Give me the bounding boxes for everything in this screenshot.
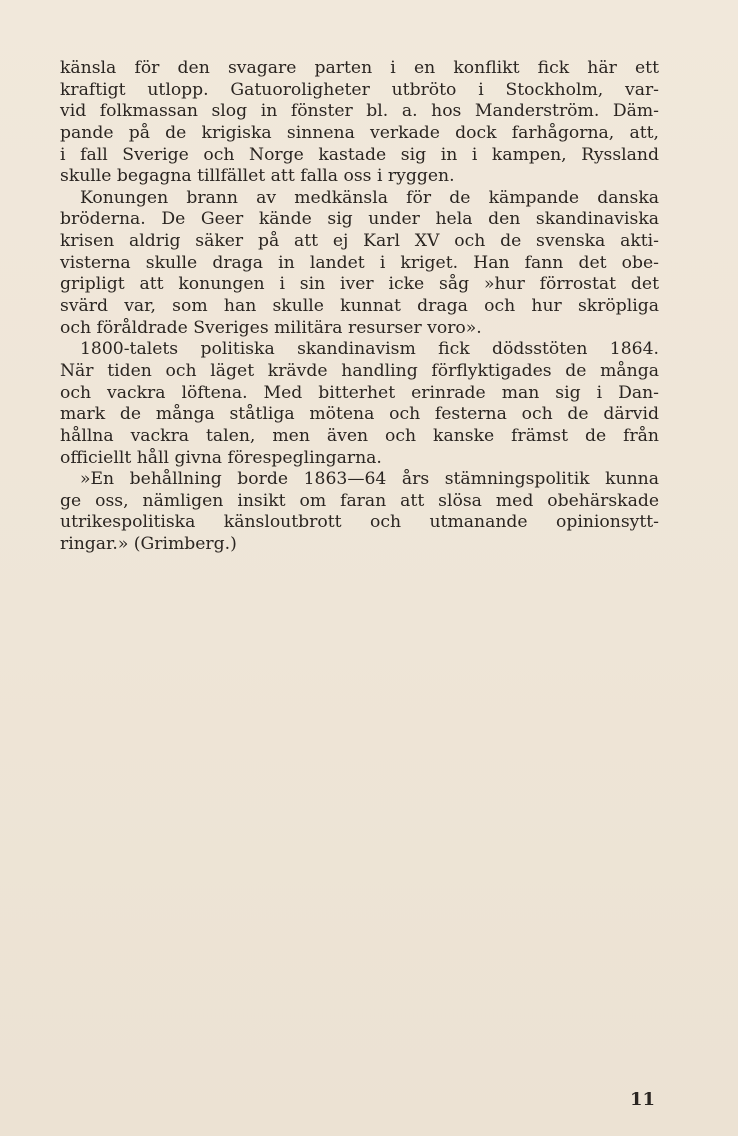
text-line: känsla för den svagare parten i en konflikt fick här ett <box>60 58 659 78</box>
text-line: När tiden och läget krävde handling förflyktigades de många <box>60 360 659 381</box>
text-line: officiellt håll givna förespeglingarna. <box>60 447 382 468</box>
text-line: gripligt att konungen i sin iver icke såg »hur förrostat det <box>60 274 659 295</box>
text-line: kraftigt utlopp. Gatuoroligheter utbröto i Stockholm, var- <box>60 79 659 100</box>
text-line: ge oss, nämligen insikt om faran att slösa med obehärskade <box>60 490 659 511</box>
body-text <box>60 58 659 556</box>
text-line: ringar.» (Grimberg.) <box>60 534 237 555</box>
text-line: vid folkmassan slog in fönster bl. a. hos Manderström. Däm- <box>60 101 659 122</box>
text-line: och vackra löftena. Med bitterhet erinrade man sig i Dan- <box>60 382 659 403</box>
text-line: bröderna. De Geer kände sig under hela den skandinaviska <box>60 209 659 230</box>
text-line: pande på de krigiska sinnena verkade dock farhågorna, att, <box>60 122 659 143</box>
text-line: krisen aldrig säker på att ej Karl XV och de svenska akti- <box>60 231 659 252</box>
text-line: Konungen brann av medkänsla för de kämpande danska <box>80 187 659 208</box>
page-number: 11 <box>629 1089 655 1110</box>
text-line: skulle begagna tillfället att falla oss i ryggen. <box>60 166 455 187</box>
text-line: »En behållning borde 1863—64 års stämningspolitik kunna <box>80 469 659 490</box>
text-line: mark de många ståtliga mötena och festerna och de därvid <box>60 404 659 425</box>
text-line: i fall Sverige och Norge kastade sig in i kampen, Ryssland <box>60 144 659 165</box>
text-line: svärd var, som han skulle kunnat draga och hur skröpliga <box>60 296 659 317</box>
text-line: och föråldrade Sveriges militära resurser voro». <box>60 317 482 338</box>
text-line: utrikespolitiska känsloutbrott och utmanande opinionsytt- <box>60 512 659 533</box>
text-line: visterna skulle draga in landet i kriget. Han fann det obe- <box>60 252 659 273</box>
text-line: hållna vackra talen, men även och kanske främst de från <box>60 425 659 446</box>
text-line: 1800-talets politiska skandinavism fick dödsstöten 1864. <box>80 339 659 360</box>
